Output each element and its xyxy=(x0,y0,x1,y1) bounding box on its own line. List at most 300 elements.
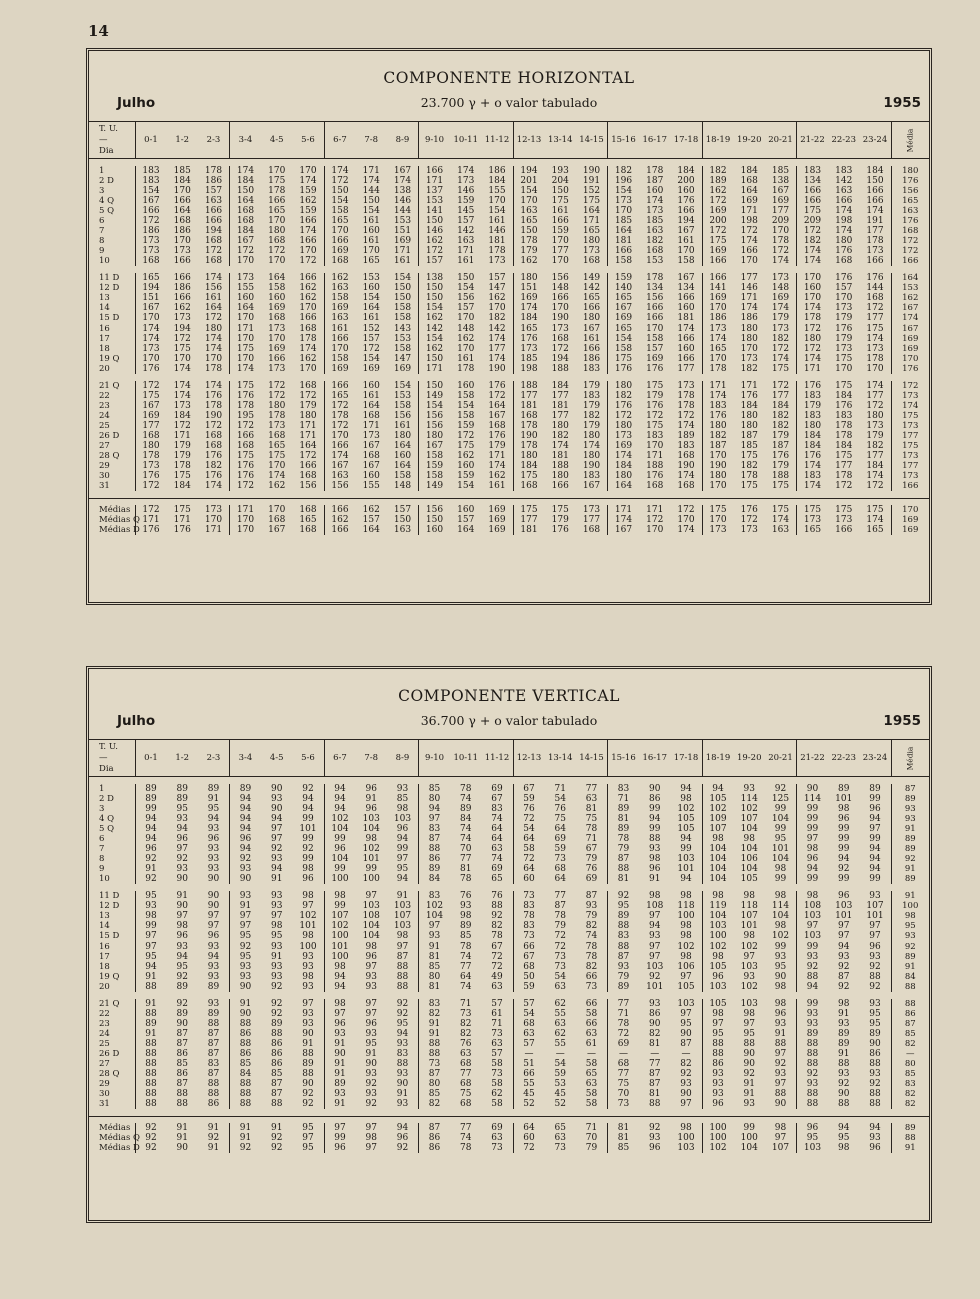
value-cell: 96 xyxy=(712,1099,724,1110)
value-cell: 90 xyxy=(271,803,283,814)
table-row xyxy=(89,931,929,941)
value-cell: 171 xyxy=(576,216,608,226)
value-cell: 92 xyxy=(176,998,188,1009)
value-cell: 177 xyxy=(671,364,703,374)
value-cell: 168 xyxy=(198,441,230,451)
value-cell: — xyxy=(619,1048,628,1059)
media-header xyxy=(891,740,929,777)
value-cell: 174 xyxy=(765,303,797,313)
value-cell: 167 xyxy=(268,525,286,536)
value-cell: 175 xyxy=(803,205,822,216)
value-cell: 160 xyxy=(457,461,475,472)
value-cell: 157 xyxy=(362,333,380,344)
value-cell: 176 xyxy=(803,380,822,391)
value-cell: 92 xyxy=(271,1143,283,1154)
value-cell: 98 xyxy=(387,804,419,814)
value-cell: 86 xyxy=(428,854,441,865)
value-cell: 93 xyxy=(198,844,230,854)
media-label: Média xyxy=(905,128,915,152)
value-cell: 165 xyxy=(331,390,349,401)
value-cell: 90 xyxy=(806,783,819,794)
value-cell: 100 xyxy=(709,1123,727,1134)
value-cell: 170 xyxy=(268,256,286,267)
value-cell: 98 xyxy=(765,864,797,874)
value-cell: 88 xyxy=(860,1059,892,1069)
spacer-cell xyxy=(89,992,929,999)
table-row xyxy=(89,911,929,921)
value-cell: 176 xyxy=(142,525,160,536)
value-cell: 166 xyxy=(646,313,664,324)
interval-header: 20-21 xyxy=(765,122,797,159)
value-cell: 97 xyxy=(743,1018,755,1029)
table-row xyxy=(89,431,929,441)
value-cell: 159 xyxy=(425,461,444,472)
value-cell: 88 xyxy=(765,1039,797,1049)
value-cell: 99 xyxy=(293,814,325,824)
daily-mean-cell: 80 xyxy=(904,1059,916,1070)
value-cell: 88 xyxy=(806,971,819,982)
value-cell: 93 xyxy=(176,813,188,824)
value-cell: 163 xyxy=(331,313,349,324)
value-cell: 103 xyxy=(387,814,419,824)
value-cell: 71 xyxy=(460,998,472,1009)
daily-mean-cell: 167 xyxy=(902,323,919,334)
value-cell: 172 xyxy=(482,391,514,401)
value-cell: 174 xyxy=(860,381,892,391)
value-cell: 102 xyxy=(671,804,703,814)
value-cell: 156 xyxy=(198,283,230,293)
value-cell: 174 xyxy=(576,441,608,451)
value-cell: 162 xyxy=(331,273,349,284)
value-cell: 165 xyxy=(293,515,325,525)
value-cell: 72 xyxy=(617,1028,630,1039)
value-cell: 94 xyxy=(671,874,703,884)
value-cell: 162 xyxy=(482,471,514,481)
value-cell: 98 xyxy=(293,891,325,901)
value-cell: 148 xyxy=(551,283,569,294)
table-row xyxy=(89,273,929,283)
value-cell: 184 xyxy=(173,410,191,421)
value-cell: 165 xyxy=(268,441,286,452)
value-cell: 150 xyxy=(387,515,419,525)
value-cell: 169 xyxy=(331,363,349,374)
value-cell: 91 xyxy=(649,874,661,885)
value-cell: 174 xyxy=(482,354,514,364)
value-cell: 88 xyxy=(712,1038,724,1049)
value-cell: 168 xyxy=(198,236,230,246)
value-cell: 87 xyxy=(649,1069,661,1080)
value-cell: 184 xyxy=(173,481,191,492)
value-cell: 102 xyxy=(740,981,758,992)
value-cell: 158 xyxy=(614,256,633,267)
daily-mean-cell: 93 xyxy=(904,931,916,942)
value-cell: 90 xyxy=(198,891,230,901)
daily-mean-cell: 164 xyxy=(902,273,919,284)
value-cell: 99 xyxy=(765,824,797,834)
value-cell: 95 xyxy=(860,1019,892,1029)
value-cell: 178 xyxy=(142,451,160,462)
value-cell: 163 xyxy=(198,196,230,206)
value-cell: 180 xyxy=(520,273,538,284)
value-cell: 179 xyxy=(576,381,608,391)
value-cell: 78 xyxy=(554,911,566,922)
value-cell: 99 xyxy=(806,823,819,834)
value-cell: 173 xyxy=(614,195,633,206)
value-cell: 188 xyxy=(551,461,569,472)
day-label: 7 xyxy=(89,226,135,236)
value-cell: 102 xyxy=(331,921,349,932)
value-cell: 89 xyxy=(145,783,157,794)
value-cell: 97 xyxy=(271,911,283,922)
value-cell: 93 xyxy=(271,793,283,804)
value-cell: 172 xyxy=(268,246,286,257)
tu-dash: — xyxy=(99,752,108,763)
value-cell: 169 xyxy=(740,195,758,206)
value-cell: 176 xyxy=(646,363,664,374)
value-cell: 78 xyxy=(576,824,608,834)
value-cell: 107 xyxy=(860,901,892,911)
value-cell: 173 xyxy=(765,273,797,283)
value-cell: 161 xyxy=(576,334,608,344)
value-cell: 168 xyxy=(293,525,325,535)
value-cell: 177 xyxy=(576,515,608,525)
value-cell: 167 xyxy=(671,226,703,236)
value-cell: 174 xyxy=(173,363,191,374)
value-cell: 154 xyxy=(457,283,475,294)
value-cell: 107 xyxy=(740,911,758,922)
table-row xyxy=(89,952,929,962)
value-cell: 96 xyxy=(365,1018,377,1029)
day-label: 29 xyxy=(89,461,135,471)
value-cell: 174 xyxy=(198,273,230,283)
value-cell: 57 xyxy=(482,1049,514,1059)
value-cell: — xyxy=(671,1049,703,1059)
value-cell: 100 xyxy=(709,931,727,942)
value-cell: 88 xyxy=(649,834,661,845)
value-cell: 171 xyxy=(646,505,664,516)
value-cell: 73 xyxy=(576,982,608,992)
value-cell: 89 xyxy=(176,1008,188,1019)
value-cell: 182 xyxy=(646,236,664,247)
value-cell: 173 xyxy=(614,430,633,441)
value-cell: 99 xyxy=(145,921,157,932)
value-cell: 183 xyxy=(709,400,727,411)
value-cell: 95 xyxy=(176,803,188,814)
day-label: 28 Q xyxy=(89,1069,135,1079)
value-cell: 178 xyxy=(860,236,892,246)
value-cell: 166 xyxy=(173,256,191,267)
value-cell: 174 xyxy=(293,176,325,186)
day-label: 11 D xyxy=(89,273,135,283)
value-cell: 200 xyxy=(709,216,727,227)
value-cell: 98 xyxy=(806,844,819,855)
value-cell: 189 xyxy=(671,431,703,441)
value-cell: 158 xyxy=(646,333,664,344)
daily-mean-cell: 169 xyxy=(902,515,919,526)
table-subtitle: 36.700 γ + o valor tabulado xyxy=(420,713,598,728)
tu-header xyxy=(89,122,135,159)
day-label: 19 Q xyxy=(89,354,135,364)
value-cell: 97 xyxy=(365,1008,377,1019)
value-cell: 184 xyxy=(860,461,892,471)
media-label: Média xyxy=(905,746,915,770)
value-cell: 86 xyxy=(649,1008,661,1019)
value-cell: 158 xyxy=(387,313,419,323)
value-cell: 96 xyxy=(765,1009,797,1019)
table-row xyxy=(89,814,929,824)
value-cell: 88 xyxy=(428,1038,441,1049)
value-cell: 96 xyxy=(806,1123,819,1134)
table-row xyxy=(89,942,929,952)
value-cell: 83 xyxy=(523,921,535,932)
value-cell: 172 xyxy=(765,246,797,256)
table-row xyxy=(89,481,929,491)
value-cell: 93 xyxy=(365,1089,377,1100)
day-label: 7 xyxy=(89,844,135,854)
value-cell: 176 xyxy=(520,333,538,344)
value-cell: 65 xyxy=(554,1123,566,1134)
value-cell: 88 xyxy=(765,1089,797,1099)
value-cell: 68 xyxy=(460,1079,472,1090)
value-cell: 150 xyxy=(551,185,569,196)
value-cell: 100 xyxy=(671,911,703,921)
value-cell: 176 xyxy=(740,390,758,401)
value-cell: 59 xyxy=(554,844,566,855)
interval-header: 2-3 xyxy=(198,740,230,777)
daily-mean-cell: 173 xyxy=(902,390,919,401)
day-label: 21 Q xyxy=(89,999,135,1009)
day-label: 20 xyxy=(89,982,135,992)
value-cell: 101 xyxy=(835,793,853,804)
value-cell: 168 xyxy=(293,471,325,481)
value-cell: 89 xyxy=(271,1018,283,1029)
value-cell: 158 xyxy=(331,205,349,216)
value-cell: 90 xyxy=(365,1059,377,1070)
value-cell: 163 xyxy=(646,226,664,237)
value-cell: 185 xyxy=(520,353,538,364)
value-cell: 172 xyxy=(740,515,758,526)
day-label: 31 xyxy=(89,481,135,491)
value-cell: 178 xyxy=(520,420,538,431)
value-cell: 91 xyxy=(334,1059,346,1070)
daily-mean-cell: 89 xyxy=(904,844,916,855)
value-cell: 149 xyxy=(425,390,444,401)
value-cell: 71 xyxy=(617,1008,630,1019)
value-cell: 180 xyxy=(709,420,727,431)
value-cell: 74 xyxy=(576,931,608,941)
value-cell: 162 xyxy=(331,515,349,526)
value-cell: 90 xyxy=(387,1079,419,1089)
value-cell: 85 xyxy=(428,783,441,794)
daily-mean-cell: 172 xyxy=(902,236,919,247)
dia-label: Dia xyxy=(99,145,114,156)
value-cell: 92 xyxy=(271,1133,283,1144)
value-cell: 145 xyxy=(457,205,475,216)
day-label: 6 xyxy=(89,834,135,844)
value-cell: 100 xyxy=(740,1133,758,1144)
value-cell: 181 xyxy=(614,236,633,247)
value-cell: 103 xyxy=(803,931,822,942)
spacer-row xyxy=(89,374,929,381)
value-cell: 178 xyxy=(803,313,822,324)
value-cell: 99 xyxy=(293,834,325,844)
value-cell: 161 xyxy=(482,216,514,226)
value-cell: 104 xyxy=(765,814,797,824)
interval-header: 3-4 xyxy=(230,122,262,159)
value-cell: 176 xyxy=(803,451,822,462)
daily-mean-cell: — xyxy=(906,1048,915,1059)
value-cell: 93 xyxy=(712,1069,724,1080)
value-cell: 73 xyxy=(482,1029,514,1039)
value-cell: 93 xyxy=(271,941,283,952)
page-number: 14 xyxy=(88,22,109,40)
day-label: 29 xyxy=(89,1079,135,1089)
value-cell: 92 xyxy=(649,971,661,982)
value-cell: 93 xyxy=(838,1018,850,1029)
table-row xyxy=(89,1049,929,1059)
value-cell: 190 xyxy=(198,411,230,421)
value-cell: 154 xyxy=(520,185,538,196)
value-cell: 174 xyxy=(198,481,230,491)
value-cell: 160 xyxy=(457,380,475,391)
value-cell: 176 xyxy=(835,246,853,257)
value-cell: 97 xyxy=(806,921,819,932)
value-cell: 114 xyxy=(803,793,822,804)
value-cell: 97 xyxy=(765,1133,797,1143)
value-cell: 103 xyxy=(671,1143,703,1153)
value-cell: 174 xyxy=(803,461,822,472)
value-cell: 55 xyxy=(523,1079,535,1090)
value-cell: 172 xyxy=(671,411,703,421)
interval-header: 8-9 xyxy=(387,122,419,159)
day-label: 24 xyxy=(89,411,135,421)
value-cell: 166 xyxy=(551,216,569,227)
value-cell: 177 xyxy=(860,226,892,236)
header-row xyxy=(89,740,929,777)
value-cell: 97 xyxy=(198,921,230,931)
spacer-row xyxy=(89,992,929,999)
value-cell: 73 xyxy=(428,1059,441,1070)
value-cell: 64 xyxy=(523,1123,535,1134)
value-cell: 178 xyxy=(293,334,325,344)
value-cell: 180 xyxy=(835,236,853,247)
value-cell: 91 xyxy=(334,1099,346,1110)
value-cell: 170 xyxy=(671,246,703,256)
value-cell: 95 xyxy=(765,962,797,972)
value-cell: 99 xyxy=(806,998,819,1009)
value-cell: 172 xyxy=(646,515,664,526)
value-cell: 176 xyxy=(646,400,664,411)
value-cell: 93 xyxy=(860,999,892,1009)
value-cell: 173 xyxy=(860,246,892,256)
value-cell: 76 xyxy=(554,803,566,814)
table-row xyxy=(89,972,929,982)
value-cell: 91 xyxy=(176,1123,188,1134)
table-row xyxy=(89,1069,929,1079)
value-cell: 162 xyxy=(709,185,727,196)
value-cell: 86 xyxy=(198,1099,230,1109)
value-cell: 102 xyxy=(740,803,758,814)
value-cell: — xyxy=(650,1048,660,1059)
value-cell: 168 xyxy=(576,525,608,535)
interval-header: 10-11 xyxy=(450,122,482,159)
value-cell: 98 xyxy=(743,1008,755,1019)
value-cell: 174 xyxy=(520,303,538,314)
value-cell: 59 xyxy=(554,1069,566,1080)
value-cell: 170 xyxy=(709,303,727,314)
value-cell: 175 xyxy=(268,451,286,462)
value-cell: 161 xyxy=(362,313,380,324)
value-cell: 172 xyxy=(709,226,727,237)
value-cell: 168 xyxy=(173,216,191,227)
value-cell: 97 xyxy=(271,834,283,845)
value-cell: 184 xyxy=(614,461,633,472)
value-cell: 98 xyxy=(334,998,346,1009)
value-cell: 76 xyxy=(460,891,472,902)
value-cell: 160 xyxy=(362,380,380,391)
value-cell: 95 xyxy=(765,834,797,844)
value-cell: 159 xyxy=(551,226,569,237)
value-cell: 166 xyxy=(646,303,664,314)
value-cell: 94 xyxy=(649,921,661,932)
value-cell: 92 xyxy=(271,998,283,1009)
spacer-cell xyxy=(89,266,929,273)
value-cell: 92 xyxy=(145,1143,157,1154)
value-cell: 170 xyxy=(268,505,286,516)
value-cell: 173 xyxy=(860,344,892,354)
value-cell: 90 xyxy=(293,1029,325,1039)
value-cell: 175 xyxy=(860,505,892,515)
value-cell: 183 xyxy=(576,364,608,374)
value-cell: 172 xyxy=(740,226,758,237)
value-cell: 72 xyxy=(523,854,535,865)
value-cell: 99 xyxy=(806,803,819,814)
value-cell: 178 xyxy=(740,471,758,482)
value-cell: 78 xyxy=(460,783,472,794)
daily-mean-cell: 167 xyxy=(902,303,919,314)
header-row xyxy=(89,122,929,159)
value-cell: 104 xyxy=(740,1143,758,1154)
value-cell: 91 xyxy=(145,864,157,875)
value-cell: 178 xyxy=(835,430,853,441)
value-cell: 190 xyxy=(576,166,608,176)
value-cell: 90 xyxy=(649,783,661,794)
value-cell: 68 xyxy=(617,1059,630,1070)
value-cell: 175 xyxy=(740,481,758,492)
value-cell: 142 xyxy=(576,283,608,293)
table-row xyxy=(89,1059,929,1069)
value-cell: 150 xyxy=(425,515,444,526)
value-cell: 160 xyxy=(671,344,703,354)
value-cell: 166 xyxy=(173,195,191,206)
value-cell: 167 xyxy=(614,525,633,536)
interval-header: 16-17 xyxy=(639,740,671,777)
value-cell: 96 xyxy=(649,1143,661,1154)
day-label: 16 xyxy=(89,942,135,952)
value-cell: 104 xyxy=(709,844,727,855)
value-cell: 90 xyxy=(671,1029,703,1039)
value-cell: 96 xyxy=(365,951,377,962)
value-cell: 164 xyxy=(236,195,255,206)
value-cell: 170 xyxy=(835,293,853,304)
table-row xyxy=(89,401,929,411)
value-cell: 54 xyxy=(554,793,566,804)
value-cell: 142 xyxy=(425,323,444,334)
day-label: 26 D xyxy=(89,1049,135,1059)
value-cell: 88 xyxy=(806,1089,819,1100)
value-cell: 89 xyxy=(838,1038,850,1049)
value-cell: 170 xyxy=(268,165,286,176)
